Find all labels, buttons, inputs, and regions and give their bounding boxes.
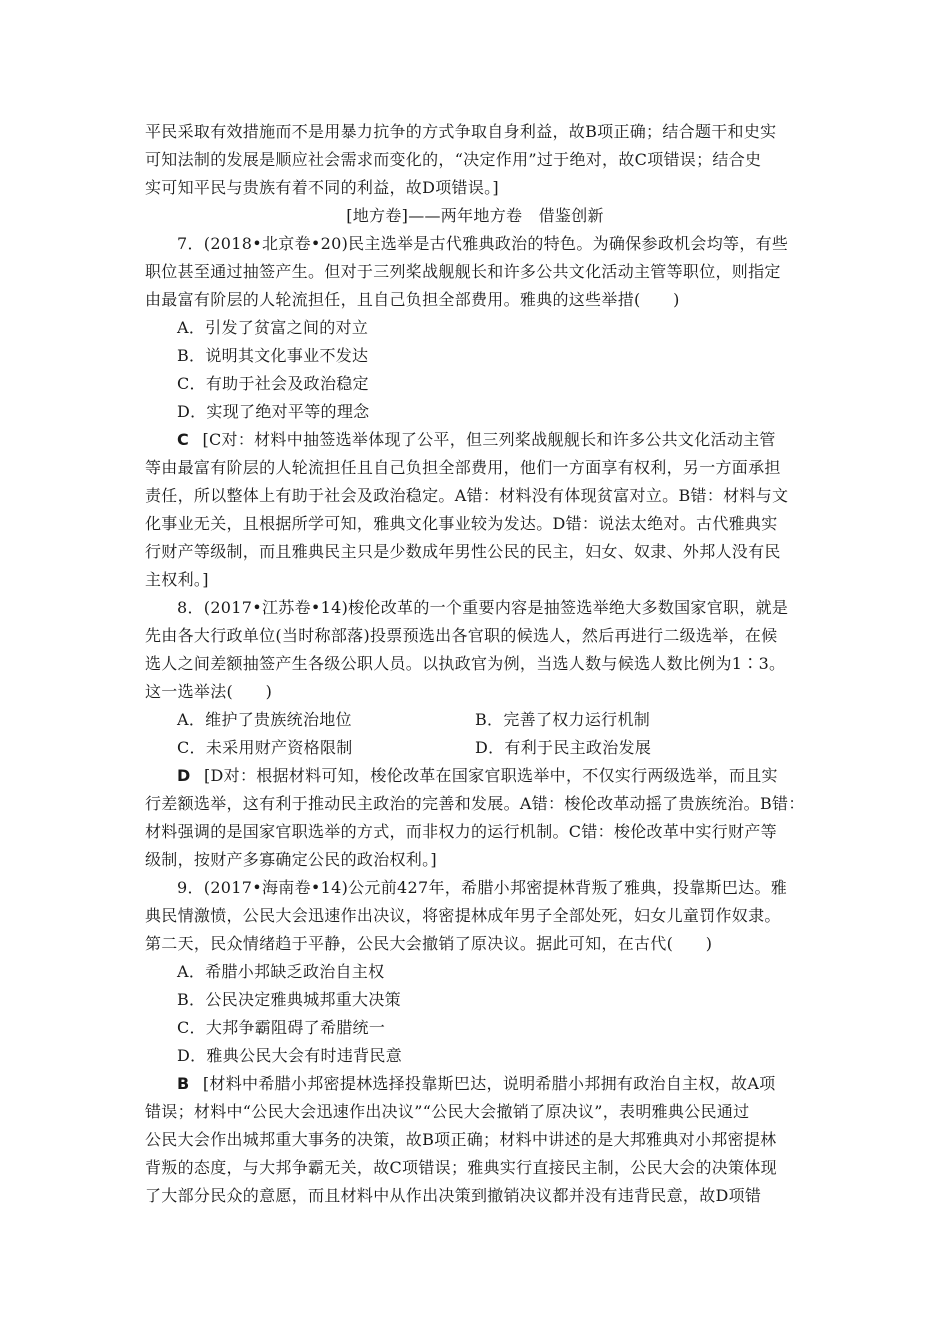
q8-explanation-line: 级制，按财产多寡确定公民的政治权利。] <box>145 850 437 869</box>
q7-option-b: B．说明其文化事业不发达 <box>177 346 369 365</box>
q9-stem-line: 9．(2017•海南卷•14)公元前427年，希腊小邦密提林背叛了雅典，投靠斯巴达。雅 <box>177 878 788 897</box>
q7-answer-line <box>177 426 776 454</box>
q7-explanation-line: 主权利。] <box>145 570 209 589</box>
q8-option-c: C．未采用财产资格限制 <box>177 738 353 757</box>
q7-option-d: D．实现了绝对平等的理念 <box>177 402 370 421</box>
q9-explanation-line: 错误；材料中“公民大会迅速作出决议”“公民大会撤销了原决议”，表明雅典公民通过 <box>145 1102 750 1121</box>
q7-explanation-line: 责任，所以整体上有助于社会及政治稳定。A错：材料没有体现贫富对立。B错：材料与文 <box>145 486 789 505</box>
q8-explanation-line: 行差额选举，这有利于推动民主政治的完善和发展。A错：梭伦改革动摇了贵族统治。B错： <box>145 794 805 813</box>
q8-stem-line: 选人之间差额抽签产生各级公职人员。以执政官为例，当选人数与候选人数比例为1∶3。 <box>145 654 786 673</box>
q8-answer-line <box>177 762 778 790</box>
q8-stem-line: 先由各大行政单位(当时称部落)投票预选出各官职的候选人，然后再进行二级选举，在候 <box>145 626 778 645</box>
q8-option-a: A．维护了贵族统治地位 <box>177 710 352 729</box>
q9-explanation-line: [材料中希腊小邦密提林选择投靠斯巴达，说明希腊小邦拥有政治自主权，故A项 <box>202 1074 776 1093</box>
q8-stem-line: 8．(2017•江苏卷•14)梭伦改革的一个重要内容是抽签选举绝大多数国家官职，就是 <box>177 598 789 617</box>
intro-line: 平民采取有效措施而不是用暴力抗争的方式争取自身利益，故B项正确；结合题干和史实 <box>145 122 777 141</box>
q7-explanation-line: [C对：材料中抽签选举体现了公平，但三列桨战舰舰长和许多公共文化活动主管 <box>202 430 776 449</box>
q9-option-a: A．希腊小邦缺乏政治自主权 <box>177 962 385 981</box>
q8-stem-line: 这一选举法( ) <box>145 682 273 701</box>
q8-option-b: B．完善了权力运行机制 <box>475 710 651 729</box>
section-title: [地方卷]——两年地方卷 借鉴创新 <box>346 206 604 225</box>
q8-explanation-line: 材料强调的是国家官职选举的方式，而非权力的运行机制。C错：梭伦改革中实行财产等 <box>145 822 777 841</box>
q7-explanation-line: 化事业无关，且根据所学可知，雅典文化事业较为发达。D错：说法太绝对。古代雅典实 <box>145 514 778 533</box>
q7-stem-line: 7．(2018•北京卷•20)民主选举是古代雅典政治的特色。为确保参政机会均等，有些 <box>177 234 789 253</box>
q7-option-c: C．有助于社会及政治稳定 <box>177 374 369 393</box>
q7-option-a: A．引发了贫富之间的对立 <box>177 318 369 337</box>
q9-stem-line: 典民情激愤，公民大会迅速作出决议，将密提林成年男子全部处死，妇女儿童罚作奴隶。 <box>145 906 781 925</box>
q9-answer-line <box>177 1070 776 1098</box>
q9-explanation-line: 背叛的态度，与大邦争霸无关，故C项错误；雅典实行直接民主制，公民大会的决策体现 <box>145 1158 777 1177</box>
intro-line: 实可知平民与贵族有着不同的利益，故D项错误。] <box>145 178 499 197</box>
q8-answer: D <box>177 766 191 785</box>
intro-line: 可知法制的发展是顺应社会需求而变化的，“决定作用”过于绝对，故C项错误；结合史 <box>145 150 762 169</box>
q9-stem-line: 第二天，民众情绪趋于平静，公民大会撤销了原决议。据此可知，在古代( ) <box>145 934 713 953</box>
q7-answer: C <box>177 430 190 449</box>
q7-stem-line: 由最富有阶层的人轮流担任，且自己负担全部费用。雅典的这些举措( ) <box>145 290 680 309</box>
q8-option-d: D．有利于民主政治发展 <box>475 738 652 757</box>
q8-explanation-line: [D对：根据材料可知，梭伦改革在国家官职选举中，不仅实行两级选举，而且实 <box>203 766 778 785</box>
q9-answer: B <box>177 1074 190 1093</box>
q9-explanation-line: 公民大会作出城邦重大事务的决策，故B项正确；材料中讲述的是大邦雅典对小邦密提林 <box>145 1130 777 1149</box>
q9-option-c: C．大邦争霸阻碍了希腊统一 <box>177 1018 386 1037</box>
q9-option-d: D．雅典公民大会有时违背民意 <box>177 1046 403 1065</box>
q9-explanation-line: 了大部分民众的意愿，而且材料中从作出决策到撤销决议都并没有违背民意，故D项错 <box>145 1186 762 1205</box>
q7-explanation-line: 等由最富有阶层的人轮流担任且自己负担全部费用，他们一方面享有权利，另一方面承担 <box>145 458 781 477</box>
q7-stem-line: 职位甚至通过抽签产生。但对于三列桨战舰舰长和许多公共文化活动主管等职位，则指定 <box>145 262 781 281</box>
q7-explanation-line: 行财产等级制，而且雅典民主只是少数成年男性公民的民主，妇女、奴隶、外邦人没有民 <box>145 542 781 561</box>
q9-option-b: B．公民决定雅典城邦重大决策 <box>177 990 401 1009</box>
